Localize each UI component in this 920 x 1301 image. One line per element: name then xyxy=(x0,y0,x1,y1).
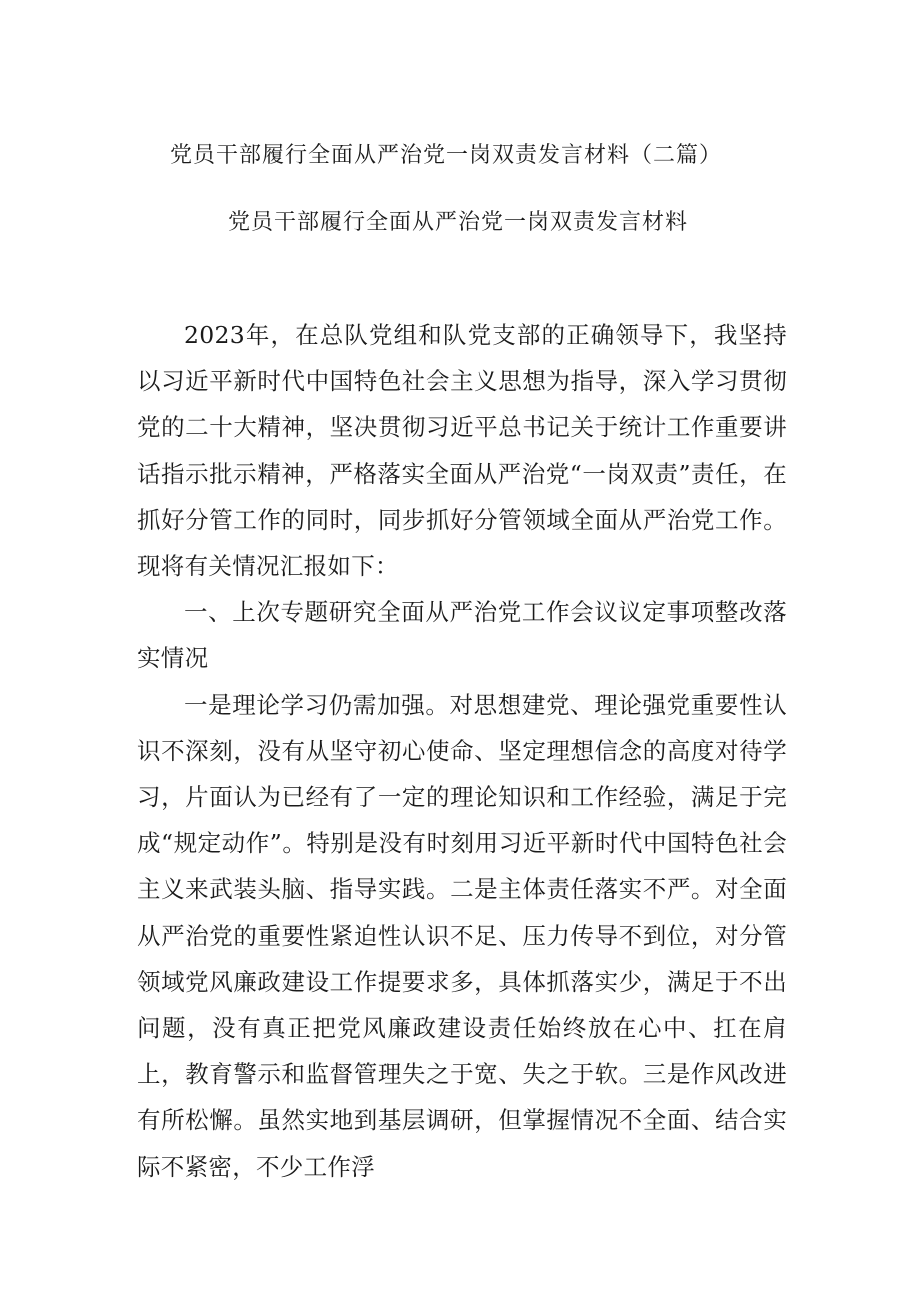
document-subtitle: 党员干部履行全面从严治党一岗双责发言材料 xyxy=(228,210,689,235)
document-body xyxy=(137,312,787,1190)
document-title: 党员干部履行全面从严治党一岗双责发言材料（二篇） xyxy=(170,143,723,168)
body-paragraph-issues: 一是理论学习仍需加强。对思想建党、理论强党重要性认识不深刻，没有从坚守初心使命、坚定理想信念的高度对待学习，片面认为已经有了一定的理论知识和工作经验，满足于完成“规定动作”。特别是没有时刻用习近平新时代中国特色社会主义来武装头脑、指导实践。二是主体责任落实不严。对全面从严治党的重要性紧迫性认识不足、压力传导不到位，对分管领域党风廉政建设工作提要求多，具体抓落实少，满足于不出问题，没有真正把党风廉政建设责任始终放在心中、扛在肩上，教育警示和监督管理失之于宽、失之于软。三是作风改进有所松懈。虽然实地到基层调研，但掌握情况不全面、结合实际不紧密，不少工作浮 xyxy=(137,690,787,1181)
body-paragraph-intro: 2023年，在总队党组和队党支部的正确领导下，我坚持以习近平新时代中国特色社会主义思想为指导，深入学习贯彻党的二十大精神，坚决贯彻习近平总书记关于统计工作重要讲话指示批示精神，严格落实全面从严治党“一岗双责”责任，在抓好分管工作的同时，同步抓好分管领域全面从严治党工作。现将有关情况汇报如下： xyxy=(137,321,787,581)
section-heading-1: 一、上次专题研究全面从严治党工作会议议定事项整改落实情况 xyxy=(137,598,787,673)
